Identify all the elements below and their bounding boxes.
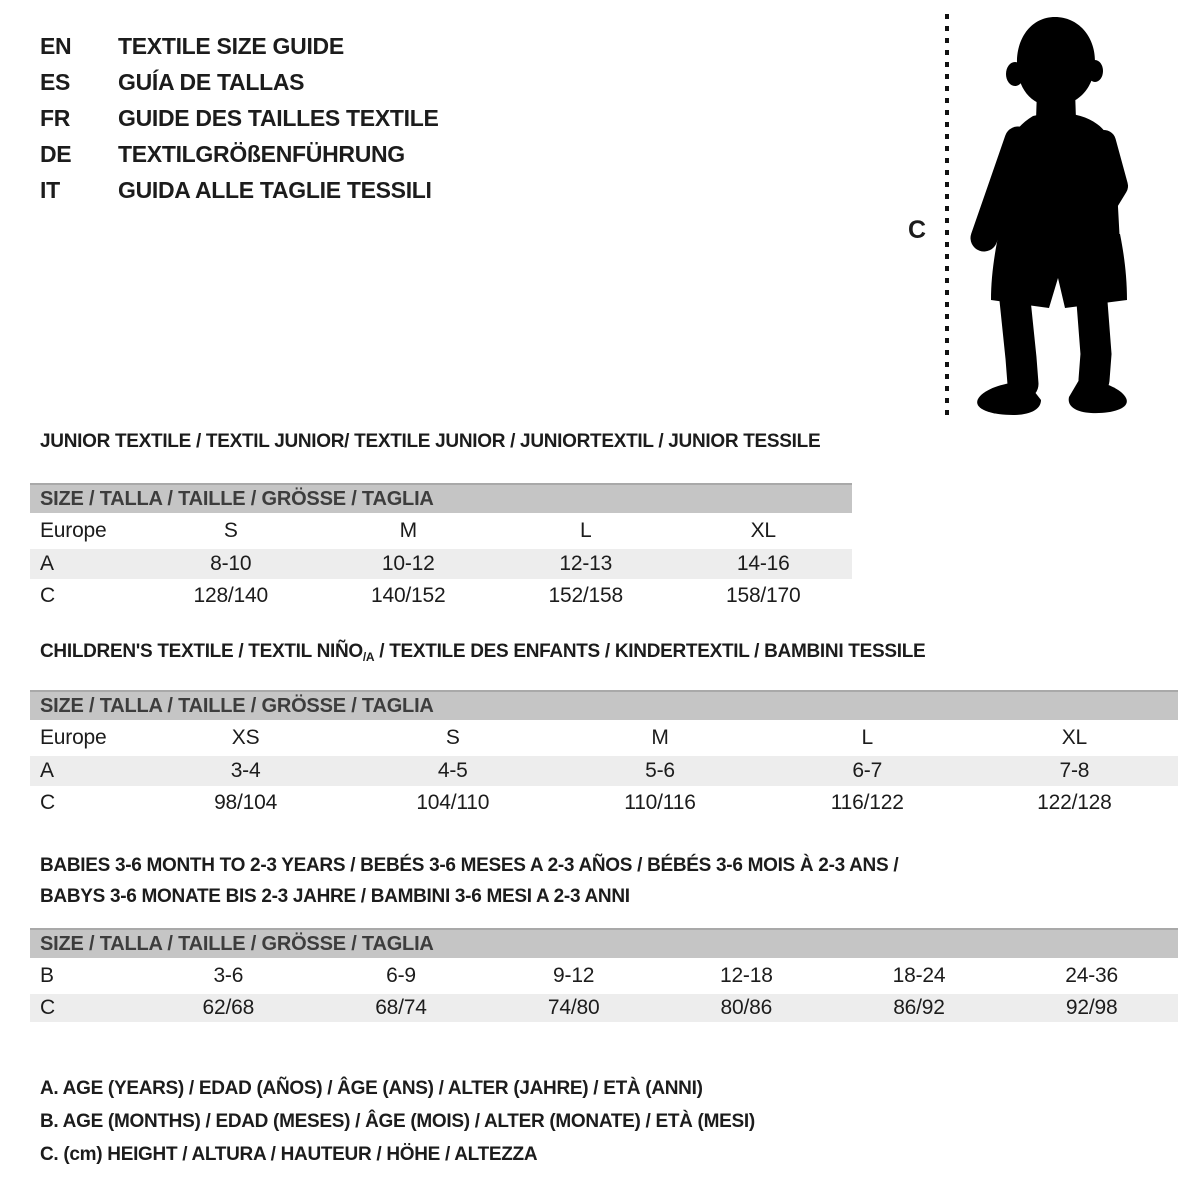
title-line-2: BABYS 3-6 MONATE BIS 2-3 JAHRE / BAMBINI 3-6 MESI A 2-3 ANNI [40,886,630,907]
size-cell: XL [750,519,776,542]
size-cell: L [580,519,592,542]
size-cell: 12-18 [719,964,773,987]
size-cell: 110/116 [624,791,696,814]
language-title-list [40,28,439,208]
lang-title: GUÍA DE TALLAS [118,68,305,95]
size-cell: 5-6 [645,759,675,782]
table-header: SIZE / TALLA / TAILLE / GRÖSSE / TAGLIA [30,690,1178,720]
size-cell: 68/74 [375,996,427,1019]
size-cell: M [399,519,417,542]
section-title-babies [30,850,1178,912]
table-row-a [30,549,852,579]
size-cell: 12-13 [559,552,613,575]
table-row-a [30,756,1178,786]
row-label: Europe [40,726,107,749]
lang-title: TEXTILE SIZE GUIDE [118,32,344,59]
legend-line-a: A. AGE (YEARS) / EDAD (AÑOS) / ÂGE (ANS) / ALTER (JAHRE) / ETÀ (ANNI) [40,1078,703,1099]
section-title-junior: JUNIOR TEXTILE / TEXTIL JUNIOR/ TEXTILE JUNIOR / JUNIORTEXTIL / JUNIOR TESSILE [40,431,821,452]
table-row-c [30,786,1178,820]
size-cell: 9-12 [553,964,595,987]
size-cell: 3-4 [230,759,261,782]
row-label: C [40,996,55,1019]
size-cell: 14-16 [736,552,790,575]
dashed-height-line [944,14,950,416]
size-cell: 140/152 [370,584,446,607]
lang-row-de [40,136,439,172]
lang-code: ES [40,68,71,95]
size-table-children [30,690,1178,820]
legend-line-c: C. (cm) HEIGHT / ALTURA / HAUTEUR / HÖHE / ALTEZZA [40,1144,538,1165]
lang-title: GUIDE DES TAILLES TEXTILE [118,104,439,131]
lang-code: DE [40,140,72,167]
size-cell: 128/140 [193,584,268,607]
size-cell: 24-36 [1065,964,1119,987]
size-cell: XL [1061,726,1088,749]
height-measure-label: C [908,216,927,244]
lang-row-es [40,64,439,100]
size-cell: 8-10 [210,552,252,575]
size-cell: L [861,726,873,749]
title-part: CHILDREN'S TEXTILE / TEXTIL NIÑO [40,641,363,662]
section-title-children [30,642,1178,662]
lang-code: EN [40,32,72,59]
size-cell: 18-24 [892,964,946,987]
legend [40,1072,755,1171]
title-part: / TEXTILE DES ENFANTS / KINDERTEXTIL / BAMBINI TESSILE [374,641,926,662]
table-row-b [30,958,1178,994]
size-cell: 62/68 [202,996,255,1019]
size-cell: 6-9 [386,964,416,987]
lang-code: IT [40,176,60,203]
size-cell: 74/80 [547,996,600,1019]
toddler-silhouette [963,12,1135,420]
size-cell: S [445,726,460,749]
lang-row-it [40,172,439,208]
row-label: A [40,759,54,782]
section-children [30,642,1178,820]
size-cell: 116/122 [830,791,904,814]
row-label: Europe [40,519,107,542]
size-cell: 152/158 [548,584,623,607]
size-table-babies [30,928,1178,1022]
size-cell: 98/104 [214,791,278,814]
table-row-c [30,994,1178,1022]
table-row-europe [30,720,1178,756]
legend-line-b: B. AGE (MONTHS) / EDAD (MESES) / ÂGE (MOIS) / ALTER (MONATE) / ETÀ (MESI) [40,1111,755,1132]
size-cell: 80/86 [720,996,773,1019]
lang-row-fr [40,100,439,136]
lang-title: GUIDA ALLE TAGLIE TESSILI [118,176,432,203]
size-cell: M [651,726,669,749]
title-line-1: BABIES 3-6 MONTH TO 2-3 YEARS / BEBÉS 3-6 MESES A 2-3 AÑOS / BÉBÉS 3-6 MOIS À 2-3 ANS / [40,855,899,876]
table-header: SIZE / TALLA / TAILLE / GRÖSSE / TAGLIA [30,483,852,513]
row-label: C [40,584,55,607]
size-cell: 7-8 [1059,759,1090,782]
size-cell: 158/170 [725,584,801,607]
title-subscript: /A [362,650,375,664]
row-label: A [40,552,54,575]
size-cell: 6-7 [852,759,883,782]
table-header: SIZE / TALLA / TAILLE / GRÖSSE / TAGLIA [30,928,1178,958]
size-table-junior [30,483,852,613]
size-cell: XS [231,726,260,749]
row-label: C [40,791,55,814]
size-cell: 104/110 [416,791,490,814]
lang-code: FR [40,104,71,131]
size-cell: 86/92 [893,996,945,1019]
lang-title: TEXTILGRÖßENFÜHRUNG [118,140,405,167]
size-cell: 3-6 [213,964,244,987]
section-junior [30,432,852,613]
table-row-c [30,579,852,613]
size-cell: 4-5 [437,759,468,782]
size-cell: 92/98 [1065,996,1118,1019]
section-babies [30,850,1178,1022]
size-cell: 10-12 [381,552,435,575]
size-cell: 122/128 [1037,791,1112,814]
lang-row-en [40,28,439,64]
table-row-europe [30,513,852,549]
row-label: B [40,964,54,987]
size-cell: S [223,519,238,542]
